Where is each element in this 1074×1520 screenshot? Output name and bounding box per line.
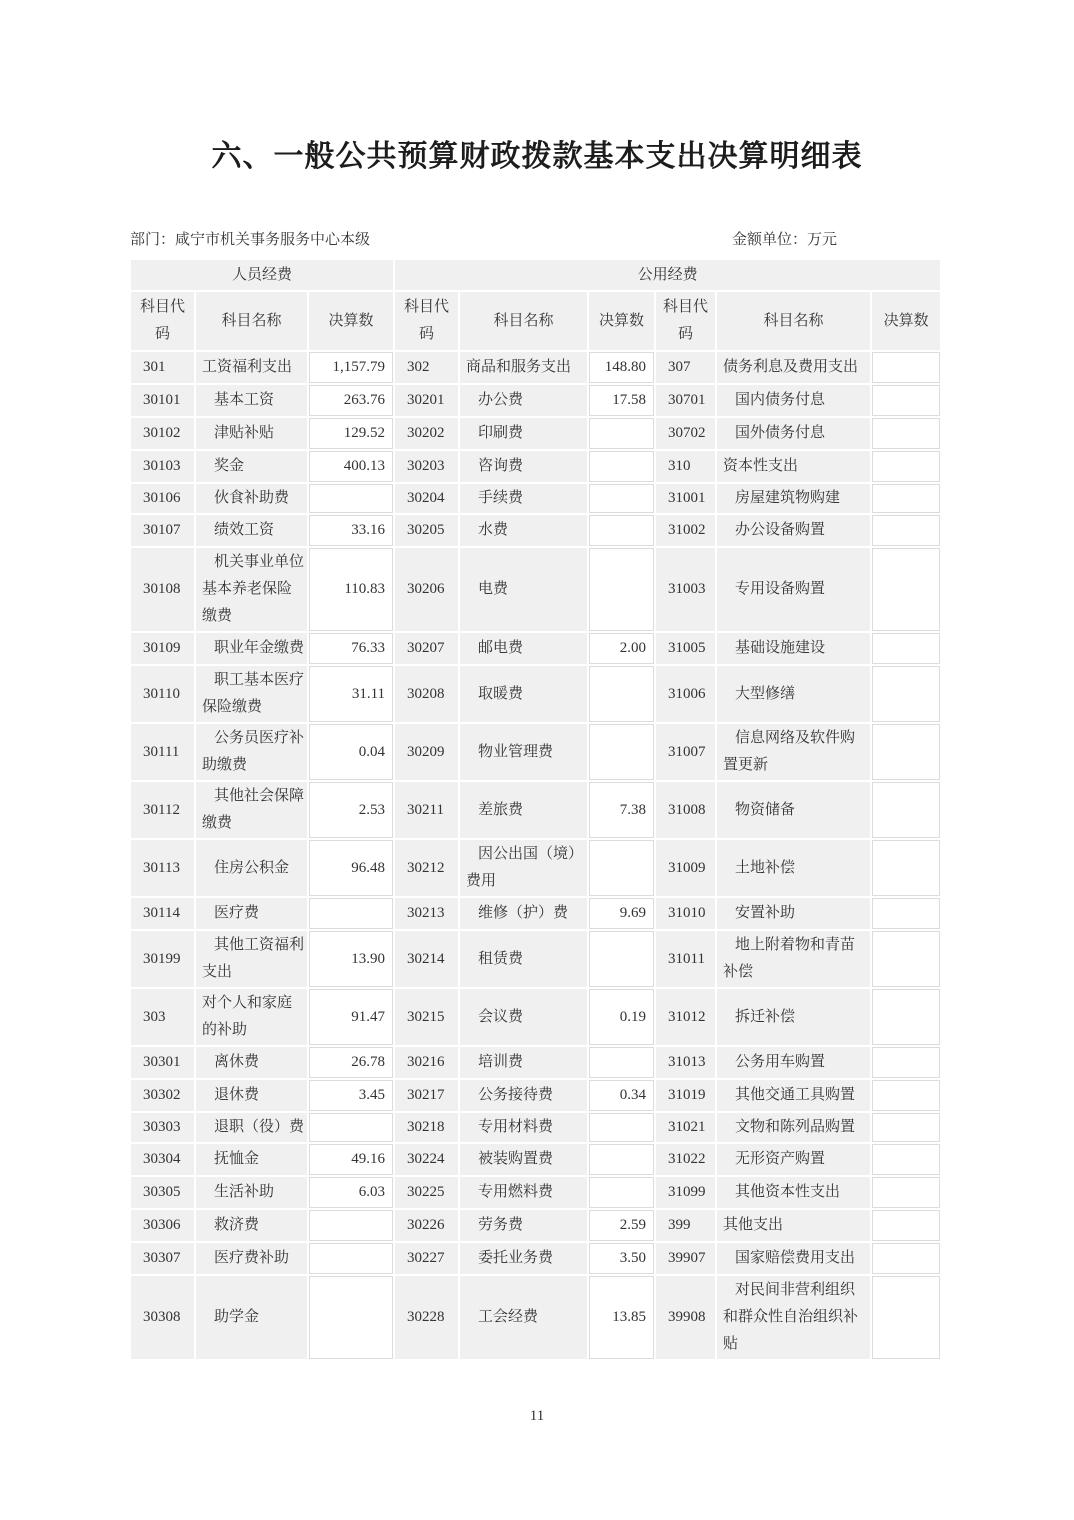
subject-code-cell: 30202 [395,418,458,449]
table-row [131,1177,940,1208]
subject-code-cell: 30205 [395,515,458,546]
final-amount-cell: 33.16 [309,515,393,546]
subject-name-cell: 取暖费 [460,666,587,722]
subject-name-cell: 物业管理费 [460,724,587,780]
subject-code-cell: 30218 [395,1113,458,1142]
subject-code-cell: 39908 [656,1276,715,1359]
subject-code-cell: 30307 [131,1243,194,1274]
subject-name-cell: 办公设备购置 [717,515,870,546]
subject-name-cell: 助学金 [196,1276,307,1359]
final-amount-cell [872,1080,940,1111]
final-amount-cell [872,352,940,383]
subject-code-cell: 31009 [656,840,715,896]
final-amount-cell: 0.34 [589,1080,654,1111]
final-amount-cell: 31.11 [309,666,393,722]
subject-name-cell: 专用燃料费 [460,1177,587,1208]
subject-name-cell: 工会经费 [460,1276,587,1359]
subject-name-cell: 水费 [460,515,587,546]
final-amount-cell [309,898,393,929]
group-header-public-funds: 公用经费 [395,260,940,290]
subject-code-cell: 30107 [131,515,194,546]
subject-name-cell: 因公出国（境）费用 [460,840,587,896]
final-amount-cell [589,666,654,722]
final-amount-cell [872,548,940,631]
subject-code-cell: 30212 [395,840,458,896]
subject-code-cell: 30303 [131,1113,194,1142]
subject-code-cell: 30203 [395,451,458,482]
final-amount-cell: 6.03 [309,1177,393,1208]
subject-name-cell: 国外债务付息 [717,418,870,449]
table-row [131,418,940,449]
table-row [131,633,940,664]
table-row [131,666,940,722]
final-amount-cell [872,931,940,987]
table-row [131,1113,940,1142]
subject-code-cell: 31099 [656,1177,715,1208]
subject-code-cell: 31001 [656,484,715,513]
subject-code-cell: 30214 [395,931,458,987]
subject-name-cell: 土地补偿 [717,840,870,896]
subject-code-cell: 30201 [395,385,458,416]
table-row [131,840,940,896]
final-amount-cell [872,1276,940,1359]
final-amount-cell: 263.76 [309,385,393,416]
table-row [131,1144,940,1175]
subject-code-cell: 30208 [395,666,458,722]
subject-name-cell: 手续费 [460,484,587,513]
subject-name-cell: 资本性支出 [717,451,870,482]
subject-name-cell: 被装购置费 [460,1144,587,1175]
subject-code-cell: 31022 [656,1144,715,1175]
subject-name-cell: 其他工资福利支出 [196,931,307,987]
subject-name-cell: 其他支出 [717,1210,870,1241]
subject-code-cell: 30211 [395,782,458,838]
subject-name-cell: 国家赔偿费用支出 [717,1243,870,1274]
final-amount-cell: 17.58 [589,385,654,416]
final-amount-cell [589,724,654,780]
subject-name-cell: 机关事业单位基本养老保险缴费 [196,548,307,631]
budget-detail-table [129,258,942,1361]
final-amount-cell [872,840,940,896]
subject-code-cell: 30110 [131,666,194,722]
final-amount-cell: 2.00 [589,633,654,664]
subject-name-cell: 会议费 [460,989,587,1045]
final-amount-cell [589,418,654,449]
table-row [131,352,940,383]
final-amount-cell: 400.13 [309,451,393,482]
final-amount-cell [872,1210,940,1241]
subject-code-cell: 30306 [131,1210,194,1241]
final-amount-cell [872,989,940,1045]
subject-code-cell: 31002 [656,515,715,546]
subject-name-cell: 委托业务费 [460,1243,587,1274]
department-label: 部门：咸宁市机关事务服务中心本级 [130,232,371,248]
final-amount-cell: 7.38 [589,782,654,838]
final-amount-cell: 1,157.79 [309,352,393,383]
subject-name-cell: 对民间非营利组织和群众性自治组织补贴 [717,1276,870,1359]
subject-name-cell: 退休费 [196,1080,307,1111]
table-row [131,451,940,482]
subject-code-cell: 30302 [131,1080,194,1111]
subject-name-cell: 津贴补贴 [196,418,307,449]
final-amount-cell [872,484,940,513]
subject-name-cell: 奖金 [196,451,307,482]
subject-name-cell: 地上附着物和青苗补偿 [717,931,870,987]
subject-name-cell: 债务利息及费用支出 [717,352,870,383]
subject-name-cell: 其他资本性支出 [717,1177,870,1208]
final-amount-cell: 26.78 [309,1047,393,1078]
page-number: 11 [529,1408,545,1424]
subject-code-cell: 30114 [131,898,194,929]
subject-code-cell: 31005 [656,633,715,664]
column-header: 决算数 [872,292,940,350]
subject-code-cell: 30215 [395,989,458,1045]
final-amount-cell: 49.16 [309,1144,393,1175]
subject-name-cell: 租赁费 [460,931,587,987]
subject-code-cell: 30225 [395,1177,458,1208]
table-row [131,548,940,631]
final-amount-cell: 13.90 [309,931,393,987]
subject-name-cell: 对个人和家庭的补助 [196,989,307,1045]
final-amount-cell [872,1047,940,1078]
subject-code-cell: 303 [131,989,194,1045]
final-amount-cell: 110.83 [309,548,393,631]
final-amount-cell [872,451,940,482]
table-row [131,515,940,546]
final-amount-cell: 0.19 [589,989,654,1045]
final-amount-cell [309,1243,393,1274]
subject-code-cell: 310 [656,451,715,482]
subject-name-cell: 房屋建筑物购建 [717,484,870,513]
subject-code-cell: 30101 [131,385,194,416]
subject-name-cell: 拆迁补偿 [717,989,870,1045]
final-amount-cell [309,1276,393,1359]
final-amount-cell [872,515,940,546]
column-header: 科目代码 [656,292,715,350]
column-header: 科目名称 [717,292,870,350]
subject-code-cell: 30308 [131,1276,194,1359]
subject-name-cell: 伙食补助费 [196,484,307,513]
column-header: 决算数 [589,292,654,350]
table-row [131,1276,940,1359]
final-amount-cell [872,1144,940,1175]
subject-code-cell: 30111 [131,724,194,780]
subject-code-cell: 31008 [656,782,715,838]
subject-name-cell: 邮电费 [460,633,587,664]
table-row [131,1243,940,1274]
subject-code-cell: 31006 [656,666,715,722]
subject-name-cell: 印刷费 [460,418,587,449]
subject-name-cell: 物资储备 [717,782,870,838]
final-amount-cell: 9.69 [589,898,654,929]
subject-name-cell: 文物和陈列品购置 [717,1113,870,1142]
column-header: 科目名称 [460,292,587,350]
final-amount-cell [872,782,940,838]
final-amount-cell [872,1113,940,1142]
group-header-row [131,260,940,290]
subject-name-cell: 其他社会保障缴费 [196,782,307,838]
final-amount-cell [872,1243,940,1274]
final-amount-cell: 148.80 [589,352,654,383]
final-amount-cell [589,515,654,546]
final-amount-cell [589,840,654,896]
table-row [131,484,940,513]
subject-name-cell: 职工基本医疗保险缴费 [196,666,307,722]
subject-code-cell: 30108 [131,548,194,631]
subject-name-cell: 国内债务付息 [717,385,870,416]
page-title: 六、一般公共预算财政拨款基本支出决算明细表 [211,140,863,173]
subject-code-cell: 30226 [395,1210,458,1241]
subject-name-cell: 信息网络及软件购置更新 [717,724,870,780]
subject-name-cell: 其他交通工具购置 [717,1080,870,1111]
subject-name-cell: 基本工资 [196,385,307,416]
group-header-personnel-funds: 人员经费 [131,260,393,290]
final-amount-cell [589,1177,654,1208]
final-amount-cell [872,418,940,449]
subject-name-cell: 公务接待费 [460,1080,587,1111]
subject-code-cell: 31019 [656,1080,715,1111]
table-row [131,931,940,987]
subject-code-cell: 30106 [131,484,194,513]
table-row [131,385,940,416]
subject-name-cell: 安置补助 [717,898,870,929]
subject-name-cell: 公务用车购置 [717,1047,870,1078]
subject-code-cell: 31007 [656,724,715,780]
final-amount-cell [309,1113,393,1142]
final-amount-cell: 0.04 [309,724,393,780]
final-amount-cell: 2.53 [309,782,393,838]
subject-code-cell: 302 [395,352,458,383]
subject-code-cell: 30102 [131,418,194,449]
final-amount-cell [589,1047,654,1078]
final-amount-cell [589,548,654,631]
subject-code-cell: 30113 [131,840,194,896]
subject-name-cell: 公务员医疗补助缴费 [196,724,307,780]
final-amount-cell [589,1113,654,1142]
meta-line [130,230,936,250]
column-header: 科目代码 [131,292,194,350]
subject-code-cell: 30209 [395,724,458,780]
subject-code-cell: 30301 [131,1047,194,1078]
table-row [131,1080,940,1111]
subject-name-cell: 生活补助 [196,1177,307,1208]
subject-code-cell: 31012 [656,989,715,1045]
subject-code-cell: 30112 [131,782,194,838]
final-amount-cell [309,1210,393,1241]
subject-name-cell: 办公费 [460,385,587,416]
final-amount-cell [589,1144,654,1175]
final-amount-cell [872,898,940,929]
subject-name-cell: 咨询费 [460,451,587,482]
subject-code-cell: 30103 [131,451,194,482]
final-amount-cell [872,385,940,416]
subject-code-cell: 30701 [656,385,715,416]
subject-code-cell: 399 [656,1210,715,1241]
column-header: 科目代码 [395,292,458,350]
table-row [131,1210,940,1241]
table-row [131,1047,940,1078]
subject-code-cell: 301 [131,352,194,383]
column-header: 决算数 [309,292,393,350]
subject-code-cell: 30204 [395,484,458,513]
subject-code-cell: 30206 [395,548,458,631]
subject-name-cell: 职业年金缴费 [196,633,307,664]
subject-name-cell: 基础设施建设 [717,633,870,664]
final-amount-cell [309,484,393,513]
final-amount-cell [872,666,940,722]
subject-name-cell: 培训费 [460,1047,587,1078]
subject-name-cell: 住房公积金 [196,840,307,896]
final-amount-cell: 3.45 [309,1080,393,1111]
subject-code-cell: 30228 [395,1276,458,1359]
column-header-row [131,292,940,350]
subject-code-cell: 30702 [656,418,715,449]
subject-name-cell: 工资福利支出 [196,352,307,383]
subject-code-cell: 30304 [131,1144,194,1175]
subject-name-cell: 电费 [460,548,587,631]
final-amount-cell [589,451,654,482]
subject-name-cell: 救济费 [196,1210,307,1241]
final-amount-cell: 91.47 [309,989,393,1045]
final-amount-cell [589,484,654,513]
subject-name-cell: 商品和服务支出 [460,352,587,383]
subject-code-cell: 30213 [395,898,458,929]
subject-name-cell: 差旅费 [460,782,587,838]
subject-code-cell: 31011 [656,931,715,987]
final-amount-cell: 3.50 [589,1243,654,1274]
subject-name-cell: 大型修缮 [717,666,870,722]
subject-code-cell: 30227 [395,1243,458,1274]
subject-name-cell: 无形资产购置 [717,1144,870,1175]
subject-code-cell: 31003 [656,548,715,631]
final-amount-cell [872,1177,940,1208]
table-row [131,782,940,838]
subject-name-cell: 绩效工资 [196,515,307,546]
subject-code-cell: 30216 [395,1047,458,1078]
subject-name-cell: 抚恤金 [196,1144,307,1175]
subject-name-cell: 医疗费补助 [196,1243,307,1274]
subject-name-cell: 离休费 [196,1047,307,1078]
final-amount-cell: 96.48 [309,840,393,896]
final-amount-cell: 129.52 [309,418,393,449]
table-row [131,898,940,929]
table-row [131,724,940,780]
final-amount-cell [872,633,940,664]
subject-code-cell: 307 [656,352,715,383]
subject-name-cell: 专用材料费 [460,1113,587,1142]
subject-code-cell: 31021 [656,1113,715,1142]
table-row [131,989,940,1045]
subject-code-cell: 31013 [656,1047,715,1078]
subject-code-cell: 30217 [395,1080,458,1111]
final-amount-cell: 2.59 [589,1210,654,1241]
subject-name-cell: 劳务费 [460,1210,587,1241]
subject-code-cell: 30207 [395,633,458,664]
subject-code-cell: 30109 [131,633,194,664]
subject-name-cell: 维修（护）费 [460,898,587,929]
subject-name-cell: 退职（役）费 [196,1113,307,1142]
subject-code-cell: 31010 [656,898,715,929]
subject-code-cell: 39907 [656,1243,715,1274]
final-amount-cell [589,931,654,987]
subject-code-cell: 30305 [131,1177,194,1208]
amount-unit-label: 金额单位：万元 [731,232,837,248]
subject-name-cell: 专用设备购置 [717,548,870,631]
column-header: 科目名称 [196,292,307,350]
final-amount-cell: 13.85 [589,1276,654,1359]
final-amount-cell: 76.33 [309,633,393,664]
subject-code-cell: 30224 [395,1144,458,1175]
subject-code-cell: 30199 [131,931,194,987]
subject-name-cell: 医疗费 [196,898,307,929]
final-amount-cell [872,724,940,780]
